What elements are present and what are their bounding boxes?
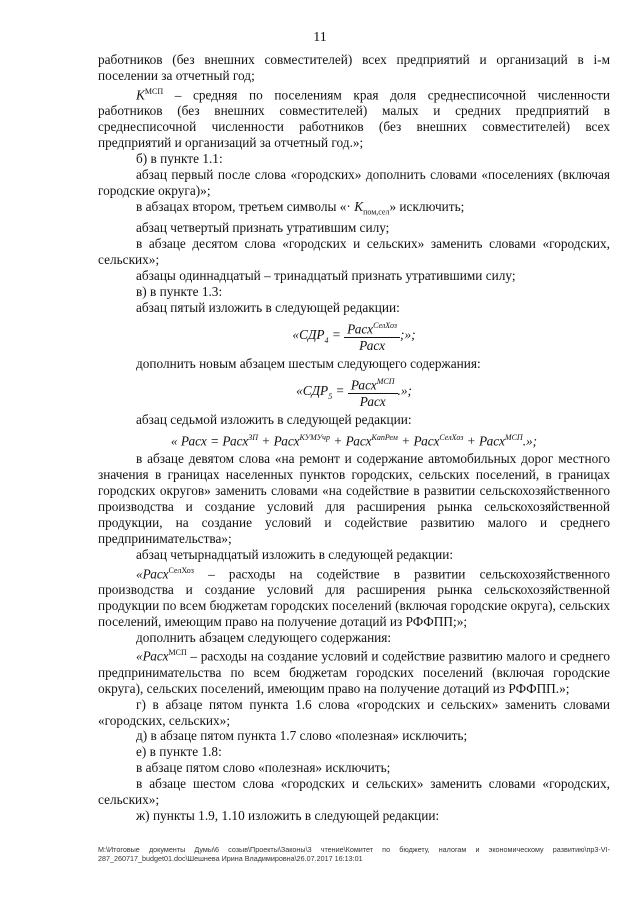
denominator: Расх [359,394,386,410]
paragraph: абзацы одиннадцатый – тринадцатый признать утратившими силу; [136,267,516,283]
k-symbol: K [136,87,145,103]
formula-lhs-sub: 4 [324,335,329,345]
paragraph: абзац пятый изложить в следующей редакции: [136,299,400,315]
formula-part: + Расх [258,433,300,449]
formula-lhs: «СДР [292,326,325,342]
paragraph: в абзаце пятом слово «полезная» исключить; [136,760,391,776]
numerator [344,318,400,338]
formula-sup: СелХоз [439,432,464,442]
document-body [98,52,610,824]
formula-part: + Расх [330,433,372,449]
fraction [348,374,398,410]
k-subscript: пом,сел [363,207,390,217]
num-text: Расх [350,377,377,393]
formula-rasx [98,430,610,449]
paragraph: абзац четырнадцатый изложить в следующей редакции: [136,546,454,562]
paragraph-k-msp [98,84,610,151]
paragraph: дополнить абзацем следующего содержания: [136,629,392,645]
formula-sup: МСП [504,432,523,442]
paragraph: б) в пункте 1.1: [136,150,223,166]
formula-tail: ;»; [400,326,416,342]
paragraph: г) в абзаце пятом пункта 1.6 слова «городских и сельских» заменить словами «городских, сельских»; [98,696,610,728]
num-text: Расх [347,321,374,336]
paragraph: работников (без внешних совместителей) всех предприятий и организаций в i-м поселении за отчетный год; [98,52,610,83]
formula-part: + Расх [397,433,440,449]
paragraph-msp [98,645,610,696]
num-sup: СелХоз [373,320,398,330]
paragraph: в) в пункте 1.3: [136,283,223,299]
paragraph: в абзаце шестом слова «городских и сельских» заменить словами «городских, сельских»; [98,776,610,808]
formula-lhs-sub: 5 [328,391,333,401]
formula-lhs: «СДР [296,382,329,398]
page-number: 11 [313,30,327,45]
formula-part: + Расх [463,433,505,449]
paragraph: дополнить новым абзацем шестым следующего содержания: [136,355,481,371]
fraction [344,318,400,354]
file-path-footer: М:\Итоговые документы Думы\6 созыв\Проекты\Законы\3 чтение\Комитет по бюджету, налогам и экономическому развитию\пр3-VI-287_260717_budget01.doc\Шешнева Ирина Владимировна\26.07.2017 16:13:01 [98,845,610,863]
formula-sdr5: «$СДР_5$ = $\frac{Расх^{МСП}}{\text{Расх}}$ .»; [98,374,610,410]
k-superscript: МСП [144,86,164,96]
paragraph: абзац седьмой изложить в следующей редакции: [136,411,412,427]
formula-tail: .»; [397,382,412,398]
formula-sup: КУМУчр [299,432,330,442]
rasx-sup: СелХоз [168,565,194,575]
paragraph: в абзаце десятом слова «городских и сельских» заменить словами «городских, сельских»; [98,236,610,267]
text: » исключить; [389,198,465,214]
rasx-symbol: «Расх [136,565,169,581]
paragraph: в абзаце девятом слова «на ремонт и содержание автомобильных дорог местного значения в границах населенных пунктов городских, сельских поселений, в границах городских округов» заменить словами «на содействие в развитии сельскохозяйственного производства и создание условий для расширения рынка сельскохозяйственной продукции, на создание условий и содействие развитию малого и среднего предпринимательства»; [98,451,610,546]
paragraph: е) в пункте 1.8: [136,744,222,760]
paragraph: абзац четвертый признать утратившим силу; [136,220,390,236]
paragraph-text: – средняя по поселениям края доля среднесписочной численности работников (без внешних совместителей) малых и средних предприятий в среднесписочной численности работников (без внешних совместителей) всех предприятий и организаций за отчетный год.»; [98,87,610,150]
rasx-sup: МСП [168,648,187,658]
paragraph-selkhoz [98,563,610,630]
paragraph-symbols [98,199,610,221]
denominator: Расх [359,337,386,353]
paragraph-text: – расходы на содействие в развитии сельскохозяйственного производства и создание условий для расширения рынка сельскохозяйственной продукции по всем бюджетам городских поселений (включая городские округа), сельских поселений, имеющим право на получение дотаций из РФФПП;»; [98,565,610,629]
num-sup: МСП [376,376,395,386]
paragraph: абзац первый после слова «городских» дополнить словами «поселениях (включая городские округа)»; [98,166,610,198]
k-symbol: K [354,198,364,214]
formula-sdr4: «$СДР_4$ = $\frac{Расх^{СелХоз}}{\text{Расх}}$ ;»; [98,318,610,354]
numerator [348,374,398,394]
paragraph: д) в абзаце пятом пункта 1.7 слово «полезная» исключить; [136,728,468,744]
text: в абзацах втором, третьем символы «· [136,198,351,214]
formula-part: « Расх = Расх [170,433,249,449]
formula-sup: КапРем [371,432,398,442]
formula-tail: .»; [522,433,538,449]
paragraph-text: – расходы на создание условий и содействие развитию малого и среднего предпринимательства по всем бюджетам городских поселений (включая городские округа), сельских поселений, имеющим право на получение дотаций из РФФПП.»; [98,648,610,696]
formula-sup: ЗП [248,432,259,442]
paragraph: ж) пункты 1.9, 1.10 изложить в следующей редакции: [136,807,440,823]
rasx-symbol: «Расх [136,648,169,664]
